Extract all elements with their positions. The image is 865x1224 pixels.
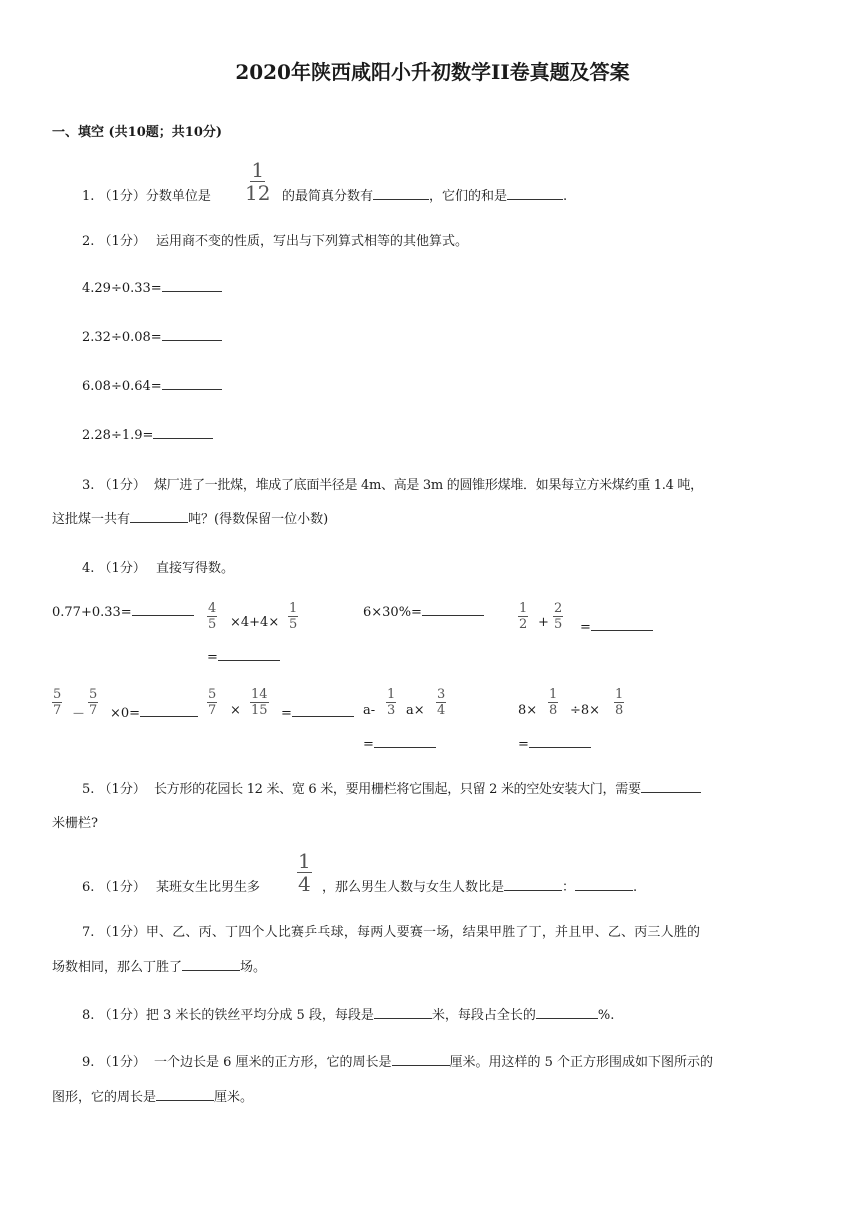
q4-r1c2-blank[interactable]	[218, 647, 280, 661]
q4-r1c4-eq	[580, 617, 653, 635]
q2-line-2	[82, 327, 222, 345]
frac-den: 8	[615, 703, 624, 718]
q6-fraction	[297, 851, 312, 894]
frac-num: 3	[437, 687, 446, 702]
q1-answer-blank-1[interactable]	[373, 186, 429, 200]
frac-num: 1	[387, 687, 396, 702]
frac-den: 15	[251, 703, 268, 718]
q4-frac-1-5	[288, 602, 298, 631]
q2-answer-blank-4[interactable]	[153, 425, 213, 439]
q6-answer-blank-2[interactable]	[575, 877, 633, 891]
question-7	[82, 921, 700, 940]
frac-den: 3	[387, 703, 396, 718]
frac-num: 14	[251, 687, 268, 702]
q6-text-b: ，那么男生人数与女生人数比是	[322, 880, 505, 895]
q4-frac-14-15	[250, 688, 269, 717]
q4-r2c4-blank[interactable]	[529, 734, 591, 748]
q7-text-b: 场。	[240, 960, 267, 975]
frac-num: 1	[549, 687, 558, 702]
q7-score: （1分）	[98, 925, 146, 940]
frac-num: 1	[519, 601, 528, 616]
frac-num: 1	[289, 601, 298, 616]
q4-r2c4-eq-sign: =	[518, 737, 529, 752]
q2-score: （1分）	[98, 234, 146, 249]
q9-text-c: 图形，它的周长是	[52, 1090, 157, 1105]
frac-den: 4	[437, 703, 446, 718]
q4-r1c4-blank[interactable]	[591, 617, 653, 631]
q4-r2c1-expr: ×0=	[110, 706, 141, 721]
q4-frac-1-3	[386, 688, 396, 717]
q3-line-2	[52, 508, 328, 527]
q2-line-4	[82, 425, 213, 443]
frac-num: 5	[53, 687, 62, 702]
question-4	[82, 557, 234, 576]
q6-answer-blank-1[interactable]	[504, 877, 562, 891]
q6-frac-den: 4	[298, 872, 311, 896]
q4-r2c1-op: －	[72, 707, 86, 722]
q2-expr-1: 4.29÷0.33=	[82, 281, 162, 296]
q4-frac-2-5	[553, 602, 563, 631]
frac-num: 2	[554, 601, 563, 616]
q4-r1c2-eq-sign: =	[207, 650, 218, 665]
q2-answer-blank-1[interactable]	[162, 278, 222, 292]
q6-colon: ：	[562, 880, 576, 895]
q2-line-1	[82, 278, 222, 296]
q1-answer-blank-2[interactable]	[507, 186, 563, 200]
q4-r1c1-expr: 0.77+0.33=	[52, 605, 132, 620]
q6-frac-num: 1	[298, 849, 311, 873]
q4-r1c1	[52, 602, 194, 620]
q4-r1c4-op: +	[538, 615, 549, 630]
question-3	[82, 474, 703, 493]
q4-r1c2-eq	[207, 647, 280, 665]
q2-expr-3: 6.08÷0.64=	[82, 379, 162, 394]
question-8	[82, 1004, 614, 1023]
q4-r1c4-eq-sign: =	[580, 620, 591, 635]
frac-den: 7	[53, 703, 62, 718]
q1-text-a: 的最简真分数有	[282, 189, 374, 204]
q4-frac-4-5	[207, 602, 217, 631]
q4-r2c1-blank[interactable]	[140, 703, 198, 717]
q3-score: （1分）	[98, 478, 146, 493]
question-9	[82, 1051, 713, 1070]
q4-r2c3-eq-sign: =	[363, 737, 374, 752]
q1-number: 1.	[82, 189, 95, 204]
q6-text-a: 某班女生比男生多	[155, 880, 260, 895]
frac-num: 5	[89, 687, 98, 702]
q9-text-d: 厘米。	[214, 1090, 254, 1105]
q4-r2c3-eq	[363, 734, 436, 752]
q5-answer-blank[interactable]	[641, 779, 701, 793]
q4-r2c4-eq	[518, 734, 591, 752]
q7-text-a: 场数相同，那么丁胜了	[52, 960, 183, 975]
q5-number: 5.	[82, 782, 95, 797]
q4-r2c4-a: 8×	[518, 703, 538, 718]
q4-r2c2-eq	[281, 703, 354, 721]
q7-answer-blank[interactable]	[182, 957, 240, 971]
q4-r2c3-b: a×	[406, 703, 425, 718]
q2-answer-blank-3[interactable]	[162, 376, 222, 390]
q8-end: %.	[597, 1008, 615, 1023]
q1-frac-num: 1	[251, 158, 265, 182]
q6-number: 6.	[82, 880, 95, 895]
q1-score: （1分）分数单位是	[98, 189, 211, 204]
q4-r1c3-blank[interactable]	[422, 602, 484, 616]
question-6	[82, 876, 260, 895]
q6-rest	[322, 876, 637, 895]
page-title: 2020年陕西咸阳小升初数学II卷真题及答案	[235, 60, 630, 84]
q7-number: 7.	[82, 925, 95, 940]
q4-text: 直接写得数。	[155, 561, 234, 576]
q5-line-2: 米栅栏?	[52, 816, 98, 831]
frac-den: 5	[554, 617, 563, 632]
q4-frac-3-4	[436, 688, 446, 717]
q9-number: 9.	[82, 1055, 95, 1070]
q7-line-2	[52, 956, 266, 975]
q4-r2c3-a: a-	[363, 703, 376, 718]
q4-r2c4-b: ÷8×	[570, 703, 601, 718]
q9-score: （1分）	[98, 1055, 146, 1070]
q3-number: 3.	[82, 478, 95, 493]
q1-rest	[282, 185, 567, 204]
q4-frac-5-7-b	[88, 688, 98, 717]
q4-r1c2-op: ×4+4×	[230, 615, 280, 630]
q3-text-a: 这批煤一共有	[52, 512, 131, 527]
q3-line-1: 煤厂进了一批煤，堆成了底面半径是 4m、高是 3m 的圆锥形煤堆．如果每立方米煤约重 1.4 吨，	[153, 478, 703, 493]
question-2	[82, 230, 468, 249]
question-1	[82, 185, 211, 204]
q4-frac-1-8-a	[548, 688, 558, 717]
q8-text-b: 米，每段占全长的	[431, 1008, 536, 1023]
q1-frac-den: 12	[245, 181, 271, 205]
q8-answer-blank-2[interactable]	[536, 1005, 598, 1019]
q5-score: （1分）	[98, 782, 146, 797]
q6-score: （1分）	[98, 880, 146, 895]
q7-line-1: 甲、乙、丙、丁四个人比赛乒乓球，每两人要赛一场，结果甲胜了丁，并且甲、乙、丙三人胜的	[145, 925, 701, 940]
q2-text: 运用商不变的性质，写出与下列算式相等的其他算式。	[155, 234, 468, 249]
frac-num: 5	[208, 687, 217, 702]
q1-end: .	[563, 189, 568, 204]
frac-den: 2	[519, 617, 528, 632]
q8-number: 8.	[82, 1008, 95, 1023]
frac-den: 5	[289, 617, 298, 632]
frac-den: 5	[208, 617, 217, 632]
frac-den: 7	[89, 703, 98, 718]
q4-r2c2-blank[interactable]	[292, 703, 354, 717]
question-5	[82, 778, 701, 797]
section-heading: 一、填空 (共10题；共10分)	[52, 125, 223, 140]
frac-den: 7	[208, 703, 217, 718]
q4-frac-1-2	[518, 602, 528, 631]
q3-text-b: 吨？(得数保留一位小数)	[188, 512, 329, 527]
q5-line-1: 长方形的花园长 12 米、宽 6 米，要用栅栏将它围起，只留 2 米的空处安装大门，需要	[153, 782, 641, 797]
q4-frac-5-7-a	[52, 688, 62, 717]
q4-number: 4.	[82, 561, 95, 576]
q4-r1c3	[363, 602, 484, 620]
q1-fraction	[245, 160, 270, 203]
q4-r2c2-op: ×	[230, 703, 241, 718]
q4-r2c1	[110, 703, 198, 721]
q2-answer-blank-2[interactable]	[162, 327, 222, 341]
q8-text-a: 把 3 米长的铁丝平均分成 5 段，每段是	[145, 1008, 374, 1023]
q4-r1c3-expr: 6×30%=	[363, 605, 422, 620]
q1-text-b: ，它们的和是	[429, 189, 508, 204]
q4-r1c1-blank[interactable]	[132, 602, 194, 616]
q4-r2c2-eq-sign: =	[281, 706, 292, 721]
q2-expr-4: 2.28÷1.9=	[82, 428, 154, 443]
q2-expr-2: 2.32÷0.08=	[82, 330, 162, 345]
q9-answer-blank-2[interactable]	[156, 1087, 214, 1101]
q3-answer-blank[interactable]	[130, 509, 188, 523]
q4-frac-1-8-b	[614, 688, 624, 717]
q4-frac-5-7-c	[207, 688, 217, 717]
q9-text-b: 厘米。用这样的 5 个正方形围成如下图所示的	[449, 1055, 714, 1070]
q4-r2c3-blank[interactable]	[374, 734, 436, 748]
frac-num: 4	[208, 601, 217, 616]
q9-line-2	[52, 1086, 253, 1105]
q4-score: （1分）	[98, 561, 146, 576]
q2-line-3	[82, 376, 222, 394]
q9-answer-blank-1[interactable]	[392, 1052, 450, 1066]
q2-number: 2.	[82, 234, 95, 249]
q6-end: .	[633, 880, 638, 895]
q9-text-a: 一个边长是 6 厘米的正方形，它的周长是	[153, 1055, 392, 1070]
q8-answer-blank-1[interactable]	[374, 1005, 432, 1019]
q8-score: （1分）	[98, 1008, 146, 1023]
frac-num: 1	[615, 687, 624, 702]
frac-den: 8	[549, 703, 558, 718]
